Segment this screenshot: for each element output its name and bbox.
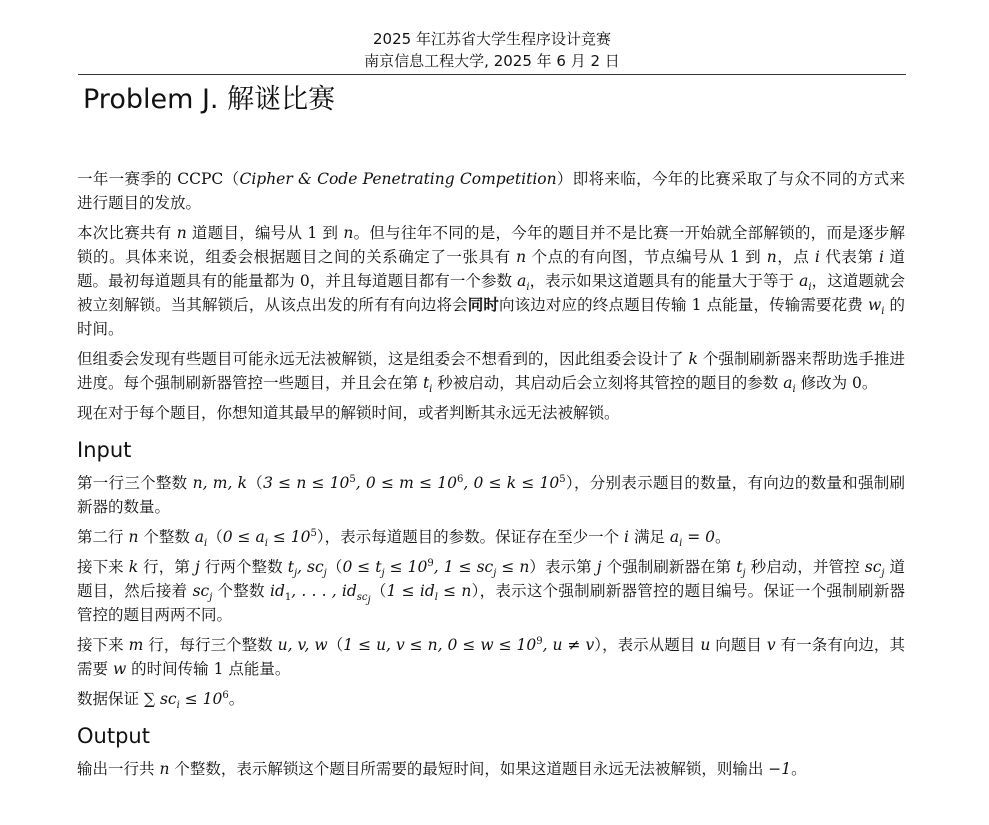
contest-header xyxy=(78,28,906,72)
statement-paragraph-4: 现在对于每个题目，你想知道其最早的解锁时间，或者判断其永远无法被解锁。 xyxy=(77,404,620,422)
statement-paragraph-3: 但组委会发现有些题目可能永远无法被解锁，这是组委会不想看到的，因此组委会设计了 k 个强制刷新器来帮助选手推进进度。每个强制刷新器管控一些题目，并且会在第 $t_i$ 秒被启动，其启动后会立刻将其管控的题目的参数 $a_i$ 修改为 0。 xyxy=(77,350,905,396)
input-line-4: 接下来 m 行，每行三个整数 u, v, w（1 ≤ u, v ≤ n, $0 \le w \le 10^9$, u ≠ v），表示从题目 u 向题目 v 有一条有向边，其需要 w 的时间传输 1 点能量。 xyxy=(77,635,905,678)
contest-name: 2025 年江苏省大学生程序设计竞赛 xyxy=(373,30,611,48)
input-line-2: 第二行 n 个整数 $a_i(0 \le a_i \le 10^5)$，表示每道题目的参数。保证存在至少一个 i 满足 $a_i = 0$。 xyxy=(77,527,731,550)
statement-paragraph-1: 一年一赛季的 CCPC（Cipher & Code Penetrating Competition）即将来临，今年的比赛采取了与众不同的方式来进行题目的发放。 xyxy=(77,170,905,212)
output-heading: Output xyxy=(77,724,150,748)
input-line-1: 第一行三个整数 n, m, $k(3 \le n \le 10^5$, $0 \le m \le 10^6$, $0 \le k \le 10^5$），分别表示题目的数量，有向边的数量和强制刷新器的数量。 xyxy=(77,473,905,516)
problem-title: Problem J. 解谜比赛 xyxy=(83,84,336,115)
input-line-3: 接下来 k 行，第 j 行两个整数 $t_j$, $sc_j(0 \le t_j \le 10^9$, $1 \le sc_j \le n$）表示第 j 个强制刷新器在第 $t_j$ 秒启动，并管控 $sc_j$ 道题目，然后接着 $sc_j$ 个整数 $id_1$, . . . , $id_{sc_j}(1 \le id_l \le n)$，表示这个强制刷新器管控的题目编号。保证一个强制刷新器管控的题目两两不同。 xyxy=(77,557,905,624)
problem-body xyxy=(77,167,905,787)
output-line-1: 输出一行共 n 个整数，表示解锁这个题目所需要的最短时间，如果这道题目永远无法被解锁，则输出 −1。 xyxy=(77,760,807,778)
contest-venue-date: 南京信息工程大学, 2025 年 6 月 2 日 xyxy=(364,52,620,70)
header-rule xyxy=(78,74,906,75)
statement-paragraph-2: 本次比赛共有 n 道题目，编号从 1 到 n。但与往年不同的是，今年的题目并不是比赛一开始就全部解锁的，而是逐步解锁的。具体来说，组委会根据题目之间的关系确定了一张具有 n 个点的有向图，节点编号从 1 到 n，点 i 代表第 i 道题。最初每道题具有的能量都为 0，并且每道题目都有一个参数 $a_i$，表示如果这道题具有的能量大于等于 $a_i$，这道题就会被立刻解锁。当其解锁后，从该点出发的所有有向边将会同时向该边对应的终点题目传输 1 点能量，传输需要花费 $w_i$ 的时间。 xyxy=(77,224,905,338)
input-line-5: 数据保证 ∑ $sc_i \le 10^6$。 xyxy=(77,689,245,712)
input-heading: Input xyxy=(77,438,132,462)
